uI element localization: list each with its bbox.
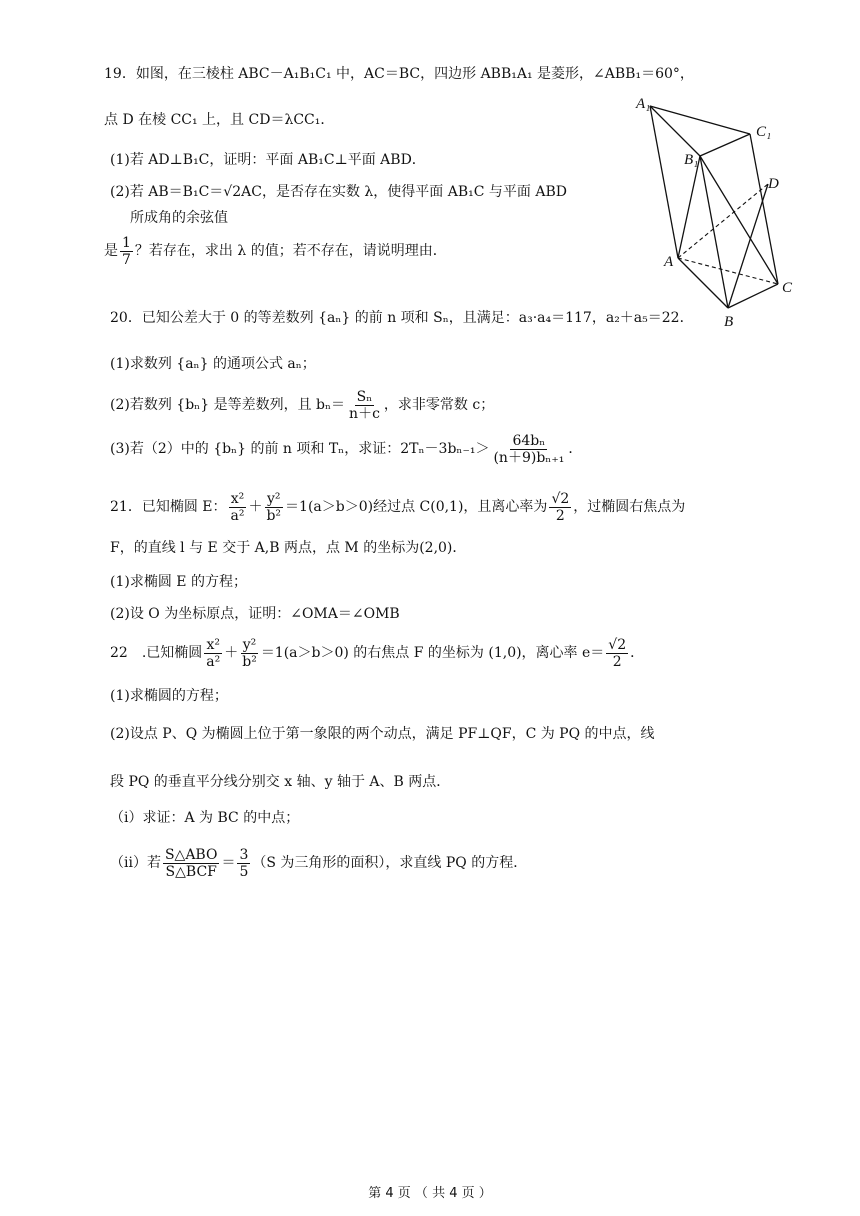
q21-part2: (2)设 O 为坐标原点，证明：∠OMA＝∠OMB bbox=[110, 606, 400, 622]
q20-l3-post: ，求非零常数 c； bbox=[383, 397, 495, 413]
frac-den: 2 bbox=[555, 507, 565, 524]
frac-num: x² bbox=[230, 490, 245, 507]
q20-l4-post: ． bbox=[568, 441, 583, 457]
q19-l6-pre: 是 bbox=[104, 243, 118, 259]
q21-line2: F，的直线 l 与 E 交于 A,B 两点，点 M 的坐标为(2,0)． bbox=[110, 540, 467, 556]
fraction-y2b2 bbox=[240, 637, 259, 670]
page-footer: 第 4 页 （ 共 4 页 ） bbox=[368, 1186, 492, 1201]
q22-part2-cont: 段 PQ 的垂直平分线分别交 x 轴、y 轴于 A、B 两点． bbox=[110, 774, 451, 790]
fraction-area-ratio bbox=[163, 847, 220, 880]
q22-l1-post: ． bbox=[630, 645, 645, 661]
frac-den: 5 bbox=[239, 863, 249, 880]
fraction-bn bbox=[491, 433, 566, 466]
frac-num: x² bbox=[206, 636, 220, 653]
frac-num: √2 bbox=[551, 490, 570, 507]
fraction-3-5 bbox=[237, 847, 250, 880]
q22-l6-post: （S 为三角形的面积），求直线 PQ 的方程． bbox=[252, 855, 528, 871]
prism-figure bbox=[628, 92, 800, 332]
q19-l6-post: ？若存在，求出 λ 的值；若不存在，请说明理由． bbox=[134, 243, 447, 259]
frac-den: b² bbox=[242, 653, 257, 670]
q22-plus: ＋ bbox=[224, 645, 239, 661]
q21-l1-mid: ＝1(a＞b＞0)经过点 C(0,1)，且离心率为 bbox=[285, 499, 548, 515]
q20-line1: 20．已知公差大于 0 的等差数列 {aₙ} 的前 n 项和 Sₙ，且满足：a₃·a₄＝117，a₂＋a₅＝22． bbox=[110, 310, 694, 326]
frac-num: 64bₙ bbox=[512, 432, 546, 449]
frac-num: √2 bbox=[608, 636, 627, 653]
frac-num: 3 bbox=[239, 846, 249, 863]
q22-l6-pre: （ⅱ）若 bbox=[110, 855, 161, 871]
q20-l4-pre: (3)若（2）中的 {bₙ} 的前 n 项和 Tₙ，求证：2Tₙ－3bₙ₋₁＞ bbox=[110, 441, 490, 457]
label-A1: A₁ bbox=[636, 96, 651, 112]
label-A: A bbox=[664, 254, 674, 270]
fraction-x2a2 bbox=[228, 491, 246, 524]
frac-num: S△ABO bbox=[164, 846, 218, 863]
label-D: D bbox=[768, 176, 779, 192]
q22-l1-mid: ＝1(a＞b＞0) 的右焦点 F 的坐标为 (1,0)，离心率 e＝ bbox=[260, 645, 605, 661]
fraction-x2a2 bbox=[204, 637, 222, 670]
q19-line2: 点 D 在棱 CC₁ 上，且 CD＝λCC₁． bbox=[104, 112, 335, 128]
q22-l1-pre: 22 .已知椭圆 bbox=[110, 645, 203, 661]
q19-part1: (1)若 AD⊥B₁C，证明：平面 AB₁C⊥平面 ABD． bbox=[110, 152, 426, 168]
q21-l1-post: ，过椭圆右焦点为 bbox=[573, 499, 686, 515]
q22-eq: ＝ bbox=[221, 855, 236, 871]
q22-line1 bbox=[110, 636, 644, 670]
frac-den: b² bbox=[266, 507, 282, 524]
fraction-sn bbox=[347, 389, 382, 422]
q21-plus: ＋ bbox=[248, 499, 263, 515]
frac-den: S△BCF bbox=[165, 863, 217, 880]
label-C: C bbox=[782, 280, 793, 296]
fraction-1-7 bbox=[120, 235, 133, 268]
frac-den: a² bbox=[206, 653, 221, 670]
q19-part2-cont: 所成角的余弦值 bbox=[130, 210, 228, 226]
label-B1: B₁ bbox=[684, 152, 699, 168]
q19-line1: 19．如图，在三棱柱 ABC－A₁B₁C₁ 中，AC＝BC，四边形 ABB₁A₁ 是菱形，∠ABB₁＝60°， bbox=[104, 66, 694, 82]
q20-part2 bbox=[110, 388, 494, 422]
q21-part1: (1)求椭圆 E 的方程； bbox=[110, 574, 247, 590]
fraction-y2b2 bbox=[264, 491, 283, 524]
q21-line1 bbox=[110, 490, 685, 524]
q22-sub-ii bbox=[110, 846, 527, 880]
frac-num: Sₙ bbox=[356, 388, 373, 405]
frac-num: 1 bbox=[122, 234, 131, 251]
frac-den: n＋c bbox=[349, 405, 380, 422]
fraction-sqrt2-2 bbox=[606, 637, 628, 670]
frac-den: 7 bbox=[122, 251, 131, 268]
frac-den: 2 bbox=[612, 653, 622, 670]
q19-part2-end bbox=[104, 234, 447, 268]
frac-den: (n＋9)bₙ₊₁ bbox=[493, 449, 565, 466]
q20-l3-pre: (2)若数列 {bₙ} 是等差数列，且 bₙ＝ bbox=[110, 397, 346, 413]
q20-part3 bbox=[110, 432, 582, 466]
q22-part2: (2)设点 P、Q 为椭圆上位于第一象限的两个动点，满足 PF⊥QF，C 为 PQ 的中点，线 bbox=[110, 726, 655, 742]
frac-den: a² bbox=[230, 507, 245, 524]
frac-num: y² bbox=[242, 636, 257, 653]
label-B: B bbox=[724, 314, 734, 330]
fraction-sqrt2-2 bbox=[549, 491, 571, 524]
q20-part1: (1)求数列 {aₙ} 的通项公式 aₙ； bbox=[110, 356, 316, 372]
q19-part2: (2)若 AB＝B₁C＝√2AC，是否存在实数 λ，使得平面 AB₁C 与平面 ABD bbox=[110, 184, 567, 200]
q22-sub-i: （ⅰ）求证：A 为 BC 的中点； bbox=[110, 810, 300, 826]
label-C1: C₁ bbox=[756, 124, 772, 140]
q21-l1-pre: 21．已知椭圆 E： bbox=[110, 499, 227, 515]
frac-num: y² bbox=[266, 490, 281, 507]
q22-part1: (1)求椭圆的方程； bbox=[110, 688, 228, 704]
